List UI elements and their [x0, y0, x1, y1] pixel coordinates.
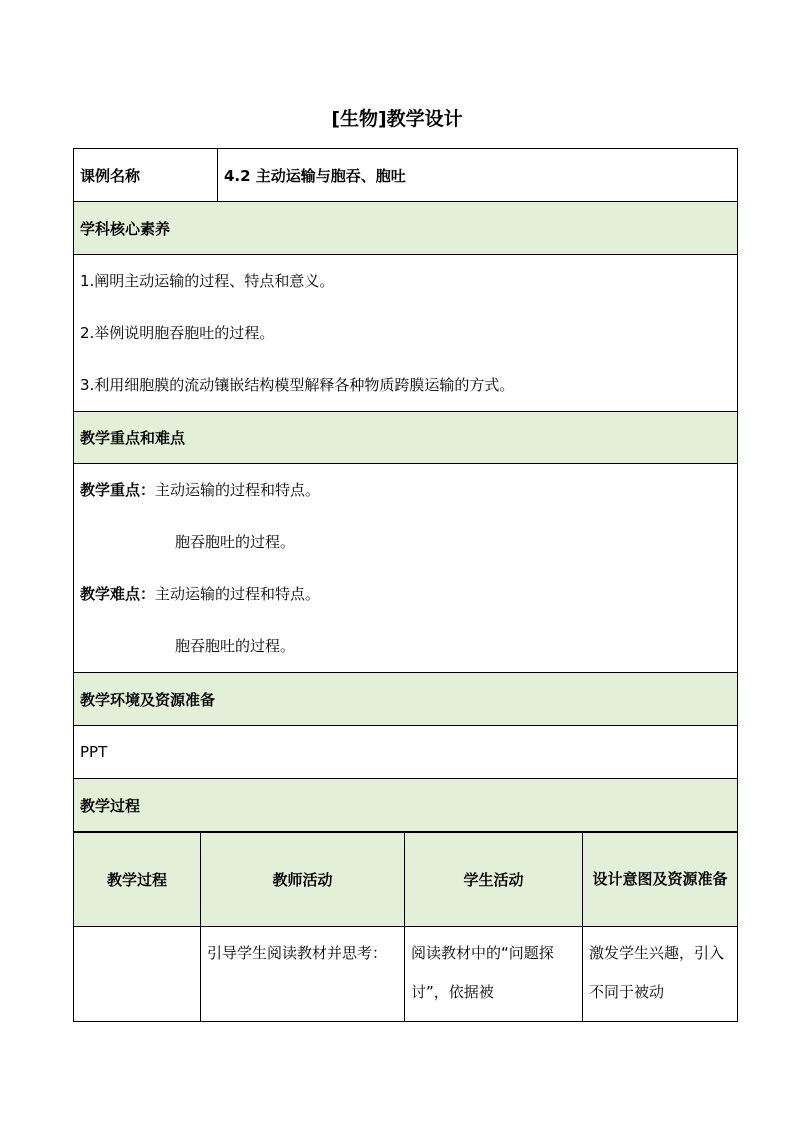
env-value: PPT — [74, 726, 738, 779]
col-teacher: 教师活动 — [201, 833, 405, 927]
key-point-1: 主动运输的过程和特点。 — [155, 481, 321, 499]
lesson-info-table — [73, 148, 738, 832]
process-row — [74, 927, 738, 1022]
difficulty-line — [80, 568, 731, 620]
core-section-title: 学科核心素养 — [74, 202, 738, 255]
col-student: 学生活动 — [405, 833, 583, 927]
core-item-3: 3.利用细胞膜的流动镶嵌结构模型解释各种物质跨膜运输的方式。 — [80, 376, 515, 394]
core-content-row — [74, 255, 738, 412]
env-section-title: 教学环境及资源准备 — [74, 673, 738, 726]
course-name: 4.2 主动运输与胞吞、胞吐 — [218, 149, 738, 202]
process-header-row — [74, 779, 738, 832]
course-row — [74, 149, 738, 202]
difficulty-1: 主动运输的过程和特点。 — [155, 585, 321, 603]
process-column-header-row — [74, 833, 738, 927]
col-process: 教学过程 — [74, 833, 201, 927]
key-label: 教学重点： — [80, 481, 156, 499]
key-point-2: 胞吞胞吐的过程。 — [175, 533, 296, 551]
difficulty-2: 胞吞胞吐的过程。 — [175, 637, 296, 655]
course-label: 课例名称 — [74, 149, 218, 202]
difficulty-label: 教学难点： — [80, 585, 156, 603]
env-content-row — [74, 726, 738, 779]
process-section-title: 教学过程 — [74, 779, 738, 832]
row1-intent: 激发学生兴趣，引入不同于被动 — [583, 927, 738, 1022]
document-title: [生物]教学设计 — [331, 108, 463, 130]
key-header-row — [74, 412, 738, 464]
core-item-1: 1.阐明主动运输的过程、特点和意义。 — [80, 272, 335, 290]
key-content-row — [74, 464, 738, 673]
core-header-row — [74, 202, 738, 255]
row1-teacher: 引导学生阅读教材并思考： — [201, 927, 405, 1022]
col-intent: 设计意图及资源准备 — [583, 833, 738, 927]
process-table — [73, 832, 738, 1022]
row1-process — [74, 927, 201, 1022]
core-content — [74, 255, 738, 412]
row1-student: 阅读教材中的“问题探讨”，依据被 — [405, 927, 583, 1022]
core-item-2: 2.举例说明胞吞胞吐的过程。 — [80, 324, 275, 342]
key-section-title: 教学重点和难点 — [74, 412, 738, 464]
env-header-row — [74, 673, 738, 726]
key-point-line — [80, 464, 731, 516]
key-content — [74, 464, 738, 673]
